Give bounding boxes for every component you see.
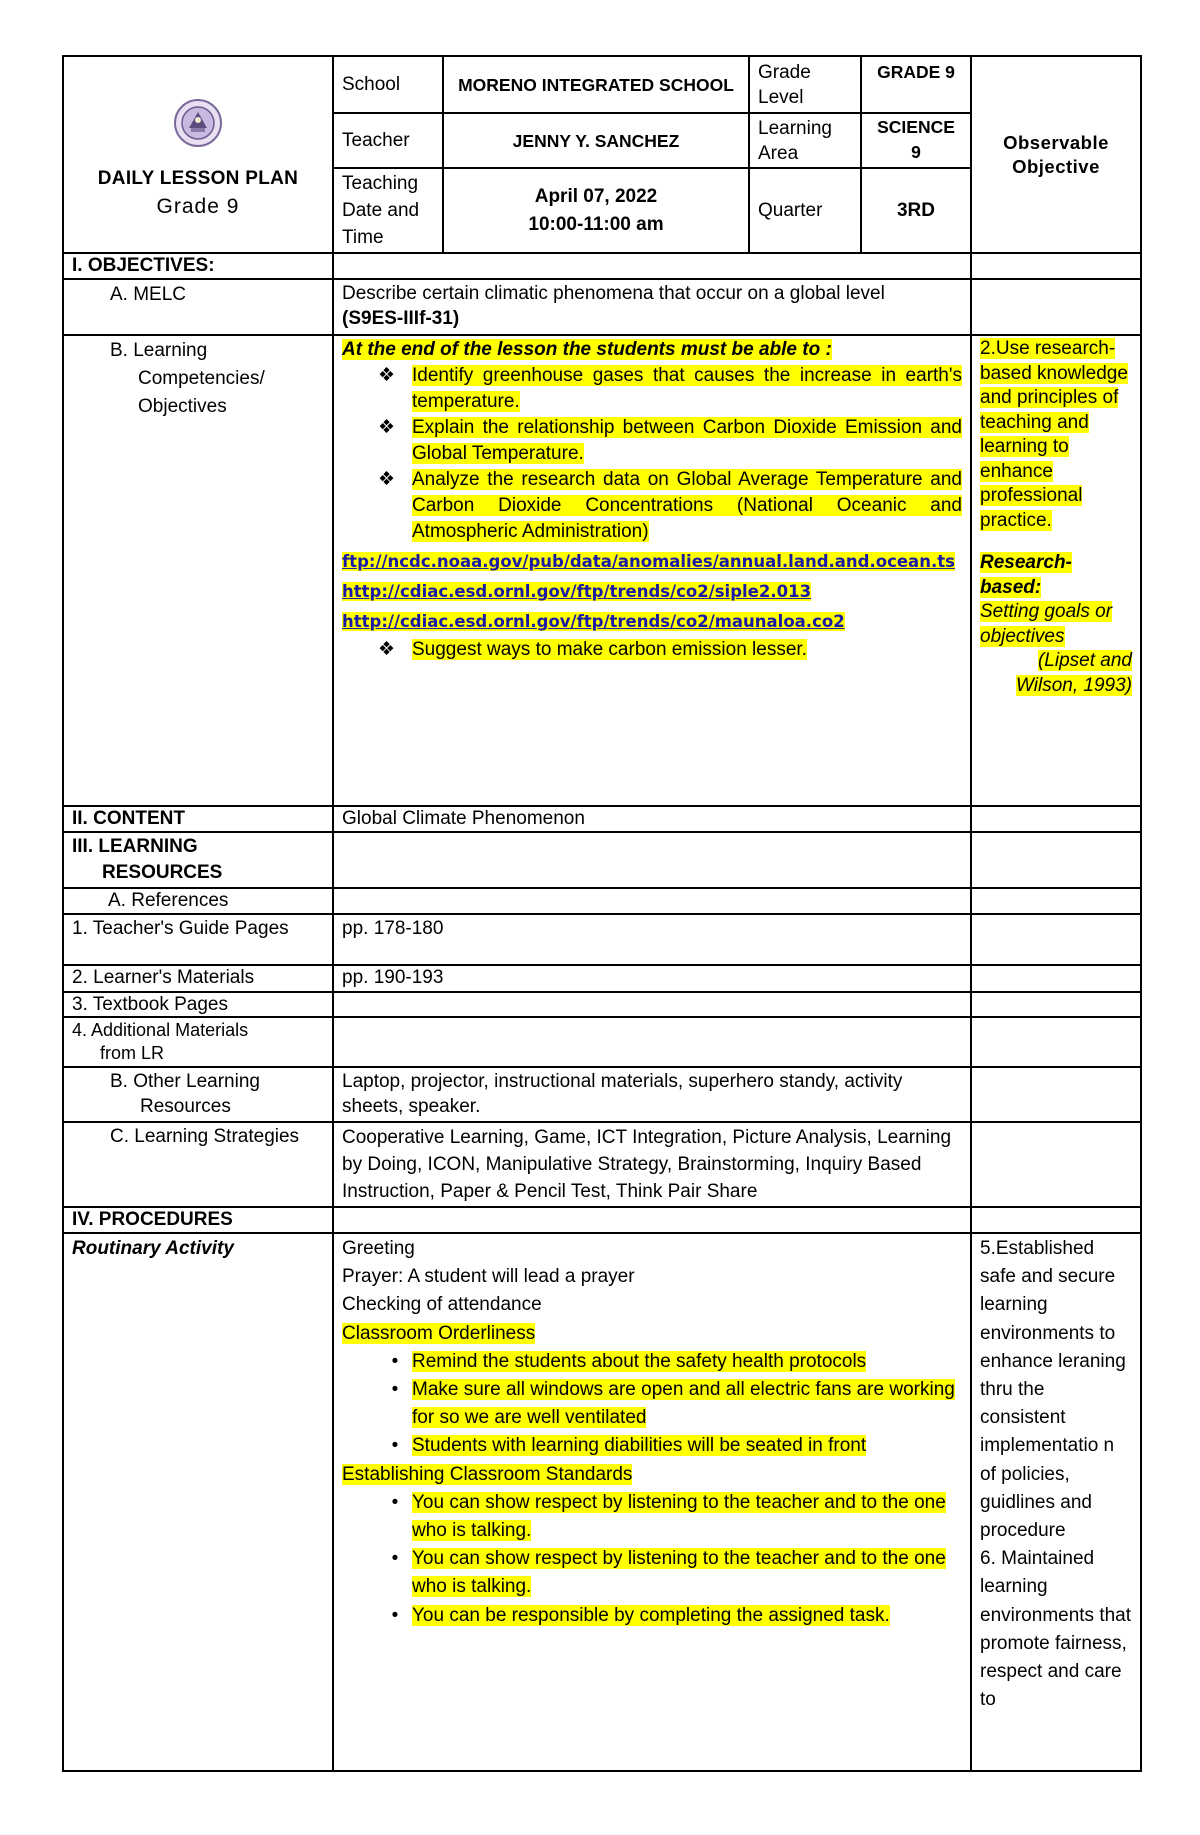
additional-materials-label-2: from LR	[100, 1043, 165, 1063]
bullet-icon: •	[391, 1350, 399, 1372]
quarter-label: Quarter	[749, 168, 861, 253]
melc-label: A. MELC	[110, 284, 187, 305]
header-subtitle: Grade 9	[156, 195, 240, 218]
research-citation: (Lipset and Wilson, 1993)	[1016, 650, 1132, 696]
list-item-text: Students with learning diabilities will be seated in front	[412, 1435, 867, 1457]
learning-strategies-value: Cooperative Learning, Game, ICT Integration, Picture Analysis, Learning by Doing, ICON, Manipulative Strategy, Brainstorming, Inquiry Based Instruction, Paper & Pencil Test, Think Pair Share	[333, 1122, 971, 1207]
objective-item	[342, 467, 962, 545]
date-label: Teaching Date and Time	[333, 168, 443, 253]
teachers-guide-value: pp. 178-180	[333, 914, 971, 965]
list-item-text: You can show respect by listening to the teacher and to the one who is talking.	[412, 1491, 946, 1542]
grade-level-label: Grade Level	[749, 56, 861, 113]
observable-objective-header: Observable Objective	[971, 56, 1141, 253]
learners-materials-value: pp. 190-193	[333, 965, 971, 992]
objective-text: Suggest ways to make carbon emission lesser.	[412, 639, 807, 660]
other-resources-value: Laptop, projector, instructional materials, superhero standy, activity sheets, speaker.	[333, 1067, 971, 1122]
siple-data-link[interactable]: http://cdiac.esd.ornl.gov/ftp/trends/co2/siple2.013	[342, 582, 812, 601]
additional-materials-label: 4. Additional Materials	[72, 1020, 249, 1040]
obs-objective-6: 6. Maintained learning environments that promote fairness, respect and care to	[980, 1548, 1132, 1711]
lesson-plan-page	[62, 55, 1140, 1772]
noaa-data-link[interactable]: ftp://ncdc.noaa.gov/pub/data/anomalies/annual.land.and.ocean.ts	[342, 552, 955, 571]
list-item-text: You can show respect by listening to the teacher and to the one who is talking.	[412, 1548, 946, 1598]
time-value: 10:00-11:00 am	[528, 213, 664, 235]
references-label: A. References	[108, 890, 229, 911]
resources-heading-2: RESOURCES	[102, 862, 223, 883]
resources-heading: III. LEARNING	[72, 836, 198, 857]
greeting: Greeting	[342, 1238, 415, 1259]
bullet-icon: •	[391, 1491, 399, 1513]
objective-item	[342, 637, 962, 663]
diamond-bullet-icon: ❖	[378, 469, 396, 490]
objective-item	[342, 363, 962, 415]
list-item	[342, 1432, 962, 1460]
learners-materials-label: 2. Learner's Materials	[63, 965, 333, 992]
list-item	[342, 1545, 962, 1601]
research-based-label: Research-based:	[980, 552, 1072, 598]
bullet-icon: •	[391, 1604, 399, 1626]
list-item-text: Remind the students about the safety health protocols	[412, 1350, 867, 1372]
grade-level-value: GRADE 9	[861, 56, 971, 113]
procedures-heading: IV. PROCEDURES	[63, 1207, 333, 1233]
list-item	[342, 1602, 962, 1630]
obs-objective-2: 2.Use research-based knowledge and principles of teaching and learning to enhance professional practice.	[980, 338, 1128, 531]
list-item-text: Make sure all windows are open and all electric fans are working for so we are well ventilated	[412, 1379, 955, 1429]
other-resources-label-2: Resources	[140, 1096, 231, 1117]
melc-text: Describe certain climatic phenomena that occur on a global level	[342, 283, 885, 304]
obs-objective-5: 5.Established safe and secure learning environments to enhance leraning thru the consistent implementatio n of policies, guidlines and procedure	[980, 1238, 1126, 1542]
research-based-text: Setting goals or objectives	[980, 601, 1113, 647]
list-item	[342, 1376, 962, 1432]
competencies-label-2: Competencies/	[138, 368, 265, 389]
objectives-intro: At the end of the lesson the students must be able to :	[342, 339, 832, 360]
other-resources-label: B. Other Learning	[110, 1071, 260, 1092]
competencies-label-3: Objectives	[138, 396, 227, 417]
header-title-cell	[63, 56, 333, 253]
teachers-guide-label: 1. Teacher's Guide Pages	[63, 914, 333, 965]
diamond-bullet-icon: ❖	[378, 639, 396, 660]
classroom-standards: Establishing Classroom Standards	[342, 1463, 633, 1485]
school-value: MORENO INTEGRATED SCHOOL	[443, 56, 749, 113]
teacher-label: Teacher	[333, 113, 443, 168]
routinary-activity-label: Routinary Activity	[63, 1233, 333, 1771]
content-value: Global Climate Phenomenon	[333, 806, 971, 832]
objective-text: Analyze the research data on Global Average Temperature and Carbon Dioxide Concentrations (National Oceanic and Atmospheric Administration)	[412, 469, 962, 542]
bullet-icon: •	[391, 1379, 399, 1401]
school-label: School	[333, 56, 443, 113]
textbook-pages-label: 3. Textbook Pages	[63, 992, 333, 1017]
date-value: April 07, 2022	[534, 185, 658, 207]
melc-code: (S9ES-IIIf-31)	[342, 308, 460, 329]
bullet-icon: •	[391, 1548, 399, 1570]
competencies-label-1: B. Learning	[110, 340, 208, 361]
diamond-bullet-icon: ❖	[378, 417, 396, 438]
diamond-bullet-icon: ❖	[378, 365, 396, 386]
attendance: Checking of attendance	[342, 1294, 542, 1316]
learning-area-label: Learning Area	[749, 113, 861, 168]
lesson-plan-table	[62, 55, 1142, 1772]
objective-item	[342, 415, 962, 467]
list-item	[342, 1489, 962, 1545]
bullet-icon: •	[391, 1435, 399, 1457]
deped-seal-icon	[173, 98, 223, 148]
learning-strategies-label: C. Learning Strategies	[110, 1126, 300, 1147]
content-heading: II. CONTENT	[63, 806, 333, 832]
classroom-orderliness: Classroom Orderliness	[342, 1322, 536, 1344]
objective-text: Explain the relationship between Carbon Dioxide Emission and Global Temperature.	[412, 417, 962, 464]
list-item	[342, 1348, 962, 1376]
learning-area-value: SCIENCE 9	[861, 113, 971, 168]
objectives-heading: I. OBJECTIVES:	[63, 253, 333, 279]
prayer: Prayer: A student will lead a prayer	[342, 1266, 635, 1288]
teacher-value: JENNY Y. SANCHEZ	[443, 113, 749, 168]
maunaloa-data-link[interactable]: http://cdiac.esd.ornl.gov/ftp/trends/co2/maunaloa.co2	[342, 612, 845, 631]
list-item-text: You can be responsible by completing the assigned task.	[412, 1604, 890, 1626]
objective-text: Identify greenhouse gases that causes the increase in earth's temperature.	[412, 365, 962, 412]
header-title: DAILY LESSON PLAN	[97, 168, 299, 189]
quarter-value: 3RD	[861, 168, 971, 253]
